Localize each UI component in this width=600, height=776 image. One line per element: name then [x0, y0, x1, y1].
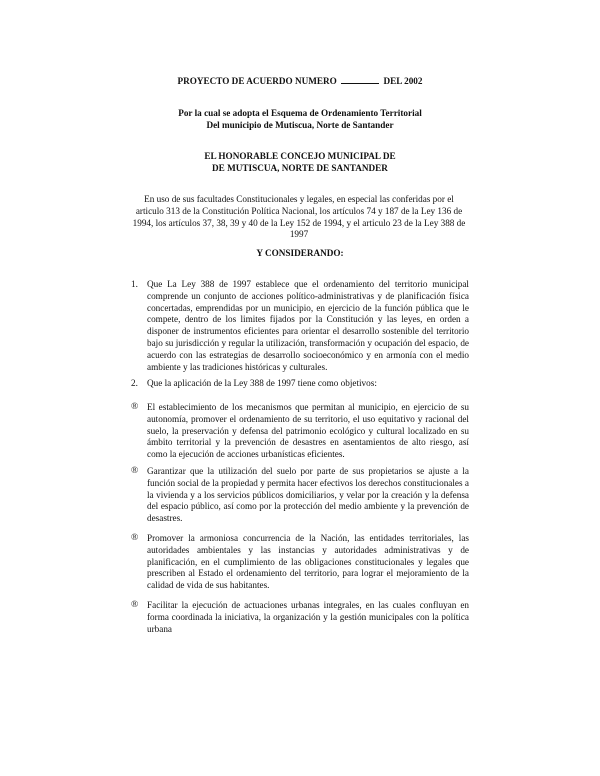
- bullet-icon-1: ®: [131, 402, 139, 412]
- number-blank: [341, 75, 379, 84]
- bullet-text-2: Garantizar que la utilización del suelo por parte de sus propietarios se ajuste a la función social de la propiedad y permita hacer efectivos los derechos constitucionales a la vivienda y a los servicios públicos domiciliarios, y velar por la creación y la defensa del espacio público, así como por la protección del medio ambiente y la prevención de desastres.: [147, 466, 469, 524]
- considerando-heading: Y CONSIDERANDO:: [256, 248, 344, 258]
- preamble: En uso de sus facultades Constitucionales y legales, en especial las conferidas por el articulo 313 de la Constitución Política Nacional, los artículos 74 y 187 de la Ley 136 de 1994, los artículos 37, 38, 39 y 40 de la Ley 152 de 1994, y el articulo 23 de la Ley 388 de 1997: [132, 194, 466, 240]
- item-text-1: Que La Ley 388 de 1997 establece que el ordenamiento del territorio municipal comprende un conjunto de acciones político-administrativas y de planificación física concertadas, emprendidas por un municipio, en ejercicio de la función pública que le compete, dentro de los limites fijados por la Constitución y las leyes, en orden a disponer de instrumentos eficientes para orientar el desarrollo sostenible del territorio bajo su jurisdicción y regular la utilización, transformación y ocupación del espacio, de acuerdo con las estrategias de desarrollo socioeconómico y en armonía con el medio ambiente y las tradiciones históricas y culturales.: [147, 279, 469, 372]
- item-number-1: 1.: [131, 279, 138, 289]
- item-number-2: 2.: [131, 378, 138, 388]
- title-suffix: DEL 2002: [383, 76, 423, 86]
- council-heading: [60, 151, 540, 174]
- item-text-2: Que la aplicación de la Ley 388 de 1997 tiene como objetivos:: [147, 378, 377, 388]
- document-subtitle: [60, 108, 540, 131]
- council-line-1: EL HONORABLE CONCEJO MUNICIPAL DE: [204, 151, 396, 161]
- bullet-icon-4: ®: [131, 600, 139, 610]
- document-title: [60, 75, 540, 88]
- bullet-icon-2: ®: [131, 466, 139, 476]
- subtitle-line-2: Del municipio de Mutiscua, Norte de Santander: [206, 119, 394, 130]
- subtitle-line-1: Por la cual se adopta el Esquema de Ordenamiento Territorial: [178, 108, 422, 118]
- bullet-text-4: Facilitar la ejecución de actuaciones urbanas integrales, en las cuales confluyan en forma coordinada la iniciativa, la organización y la gestión municipales con la política urbana: [147, 600, 469, 634]
- bullet-text-3: Promover la armoniosa concurrencia de la Nación, las entidades territoriales, las autoridades ambientales y las instancias y autoridades administrativas y de planificación, en el cumplimiento de las obligaciones constitucionales y legales que prescriben al Estado el ordenamiento del territorio, para lograr el mejoramiento de la calidad de vida de sus habitantes.: [147, 533, 469, 591]
- bullet-icon-3: ®: [131, 533, 139, 543]
- council-line-2: DE MUTISCUA, NORTE DE SANTANDER: [212, 162, 388, 173]
- bullet-text-1: El establecimiento de los mecanismos que permitan al municipio, en ejercicio de su autonomía, promover el ordenamiento de su territorio, el uso equitativo y racional del suelo, la preservación y defensa del patrimonio ecológico y cultural localizado en su ámbito territorial y la prevención de desastres en asentamientos de alto riesgo, así como la ejecución de acciones urbanísticas eficientes.: [147, 402, 469, 460]
- title-prefix: PROYECTO DE ACUERDO NUMERO: [177, 76, 337, 86]
